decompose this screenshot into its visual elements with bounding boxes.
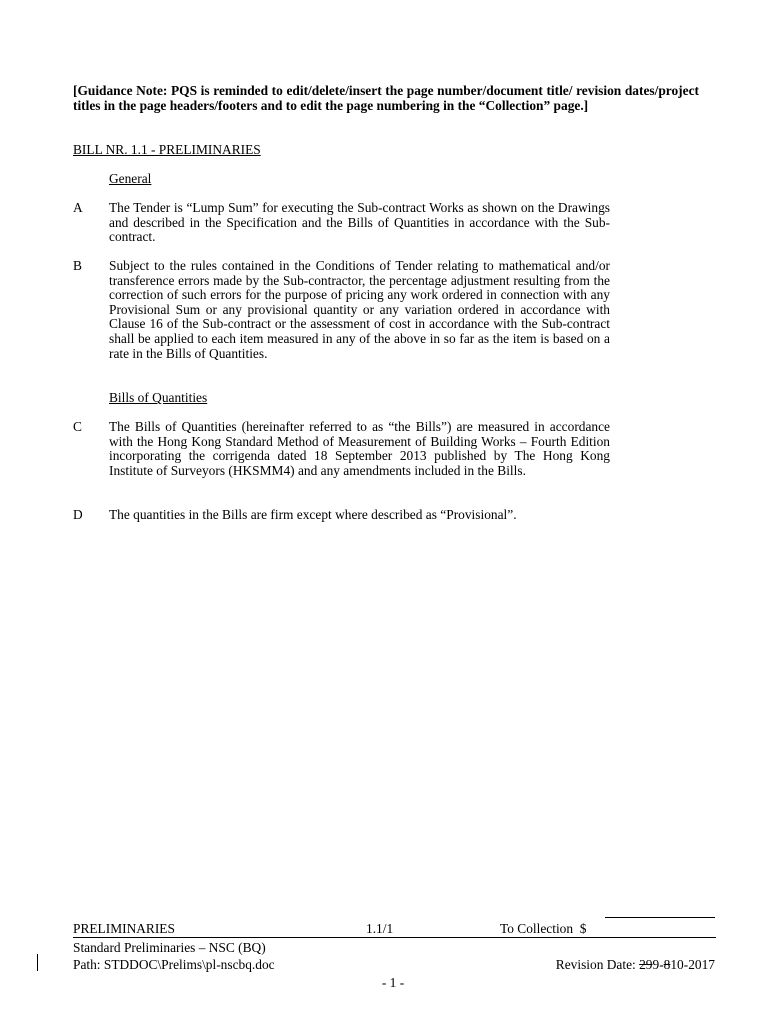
clause-letter: B	[73, 258, 82, 273]
guidance-note: [Guidance Note: PQS is reminded to edit/delete/insert the page number/document title/ revision dates/project titles in the page headers/footers and to edit the page numbering in the “Collection” page.]	[73, 83, 699, 113]
revision-change-bar	[37, 954, 38, 971]
revision-day: 9	[652, 957, 660, 972]
clause-letter: D	[73, 507, 83, 522]
section-heading-bills-of-quantities: Bills of Quantities	[109, 390, 208, 405]
footer-divider	[73, 937, 716, 938]
revision-old-day: 29	[639, 957, 653, 972]
clause-text: Subject to the rules contained in the Conditions of Tender relating to mathematical and/or transference errors made by the Sub-contractor, the percentage adjustment resulting from the correction of such errors for the purpose of pricing any work ordered in connection with any Provisional Sum or any provisional quantity or any variation ordered in accordance with Clause 16 of the Sub-contract or the assessment of cost in accordance with the Sub-contract shall be applied to each item measured in any of the above in so far as the item is based on a rate in the Bills of Quantities.	[109, 258, 610, 361]
clause-letter: A	[73, 200, 83, 215]
revision-label: Revision Date:	[555, 957, 640, 972]
footer-path: Path: STDDOC\Prelims\pl-nscbq.doc	[73, 957, 275, 972]
clause-letter: C	[73, 419, 82, 434]
bill-title: BILL NR. 1.1 - PRELIMINARIES	[73, 142, 261, 157]
section-heading-general: General	[109, 171, 152, 186]
revision-year: -2017	[683, 957, 715, 972]
footer-collection-label: To Collection $	[500, 921, 587, 936]
clause-text: The Bills of Quantities (hereinafter referred to as “the Bills”) are measured in accordance with the Hong Kong Standard Method of Measurement of Building Works – Fourth Edition incorporating the corrigenda dated 18 September 2013 published by The Hong Kong Institute of Surveyors (HKSMM4) and any amendments included in the Bills.	[109, 419, 610, 478]
collection-amount-rule	[605, 917, 715, 918]
revision-separator: -	[659, 957, 664, 972]
revision-old-month: 8	[663, 957, 671, 972]
footer-revision-date	[556, 957, 715, 972]
footer-section-label: PRELIMINARIES	[73, 921, 175, 936]
page-number: - 1 -	[381, 975, 405, 990]
footer-doc-title: Standard Preliminaries – NSC (BQ)	[73, 940, 266, 955]
clause-text: The Tender is “Lump Sum” for executing the Sub-contract Works as shown on the Drawings and described in the Specification and the Bills of Quantities in accordance with the Sub-contract.	[109, 200, 610, 245]
clause-text: The quantities in the Bills are firm except where described as “Provisional”.	[109, 507, 517, 522]
revision-month: 10	[670, 957, 684, 972]
footer-page-ref: 1.1/1	[366, 921, 394, 936]
